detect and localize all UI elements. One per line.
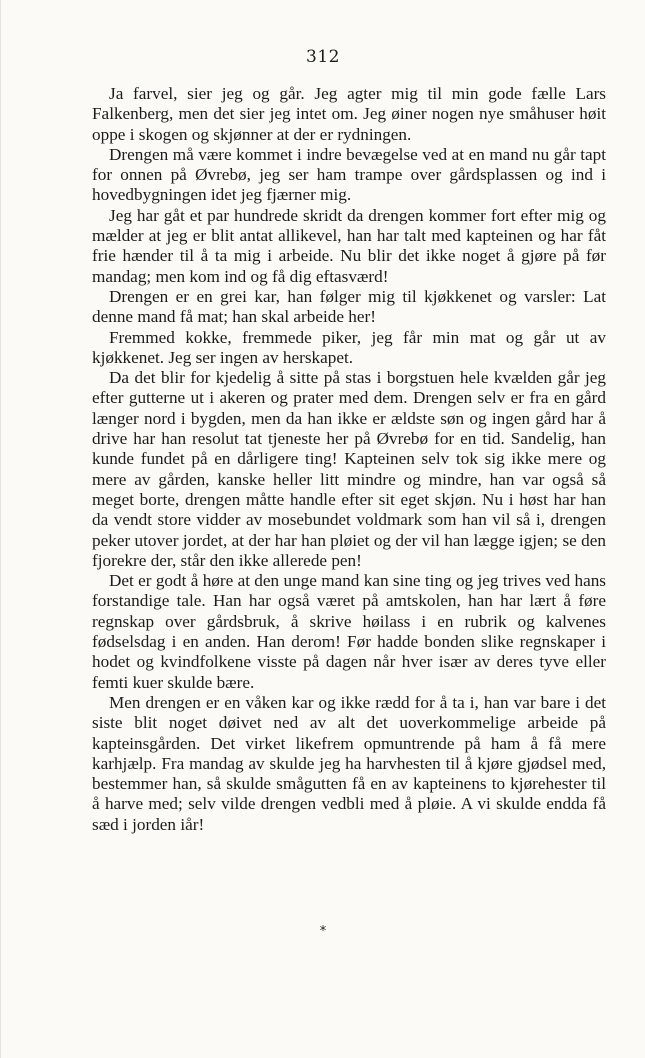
paragraph-2: Drengen må være kommet i indre bevægelse ved at en mand nu går tapt for onnen på Øvrebø, jeg ser ham trampe over gårdsplassen og ind i hovedbygningen idet jeg fjærner mig. bbox=[92, 144, 606, 205]
body-text bbox=[92, 84, 606, 835]
page-number: 312 bbox=[306, 47, 340, 67]
paragraph-4: Drengen er en grei kar, han følger mig til kjøkkenet og varsler: Lat denne mand få mat; han skal arbeide her! bbox=[92, 286, 606, 327]
paragraph-6: Da det blir for kjedelig å sitte på stas i borgstuen hele kvælden går jeg efter gutterne ut i akeren og prater med dem. Drengen selv er fra en gård længer nord i bygden, men da han ikke er ældste søn og ingen gård har å drive har han resolut tat tjeneste her på Øvrebø for en tid. Sandelig, han kunde fundet på en dårligere ting! Kapteinen selv tok sig ikke mere og mere av gården, kanske heller litt mindre og mindre, han var også så meget borte, drengen måtte handle efter sit eget skjøn. Nu i høst har han da vendt store vidder av mosebundet voldmark som han vil så i, drengen peker utover jordet, at der har han pløiet og der vil han lægge igjen; se den fjorekre der, står den ikke allerede pen! bbox=[92, 368, 606, 570]
paragraph-8: Men drengen er en våken kar og ikke rædd for å ta i, han var bare i det siste blit noget døivet ned av alt det uoverkommelige arbeide på kapteinsgården. Det virket likefrem opmuntrende på ham å få mere karhjælp. Fra mandag av skulde jeg ha harvhesten til å kjøre gjødsel med, bestemmer han, så skulde smågutten få en av kapteinens to kjørehester til å harve med; selv vilde drengen vedbli med å pløie. A vi skulde endda få sæd i jorden iår! bbox=[92, 692, 606, 834]
paragraph-3: Jeg har gåt et par hundrede skridt da drengen kommer fort efter mig og mælder at jeg er blit antat allikevel, han har talt med kapteinen og har fåt frie hænder til å ta mig i arbeide. Nu blir det ikke noget å gjøre på før mandag; men kom ind og få dig eftasværd! bbox=[92, 205, 606, 286]
section-end-mark: * bbox=[319, 924, 327, 939]
paragraph-7: Det er godt å høre at den unge mand kan sine ting og jeg trives ved hans forstandige tale. Han har også været på amtskolen, han har lært å føre regnskap over gårdsbruk, å skrive høilass i en rubrik og kalvenes fødselsdag i en anden. Han derom! Før hadde bonden slike regnskaper i hodet og kvindfolkene visste på dagen når hver især av deres tyve eller femti kuer skulde bære. bbox=[92, 571, 606, 692]
paragraph-5: Fremmed kokke, fremmede piker, jeg får min mat og går ut av kjøkkenet. Jeg ser ingen av herskapet. bbox=[92, 327, 606, 367]
paragraph-1: Ja farvel, sier jeg og går. Jeg agter mig til min gode fælle Lars Falkenberg, men det sier jeg intet om. Jeg øiner nogen nye småhuser høit oppe i skogen og skjønner at der er rydningen. bbox=[92, 84, 606, 144]
